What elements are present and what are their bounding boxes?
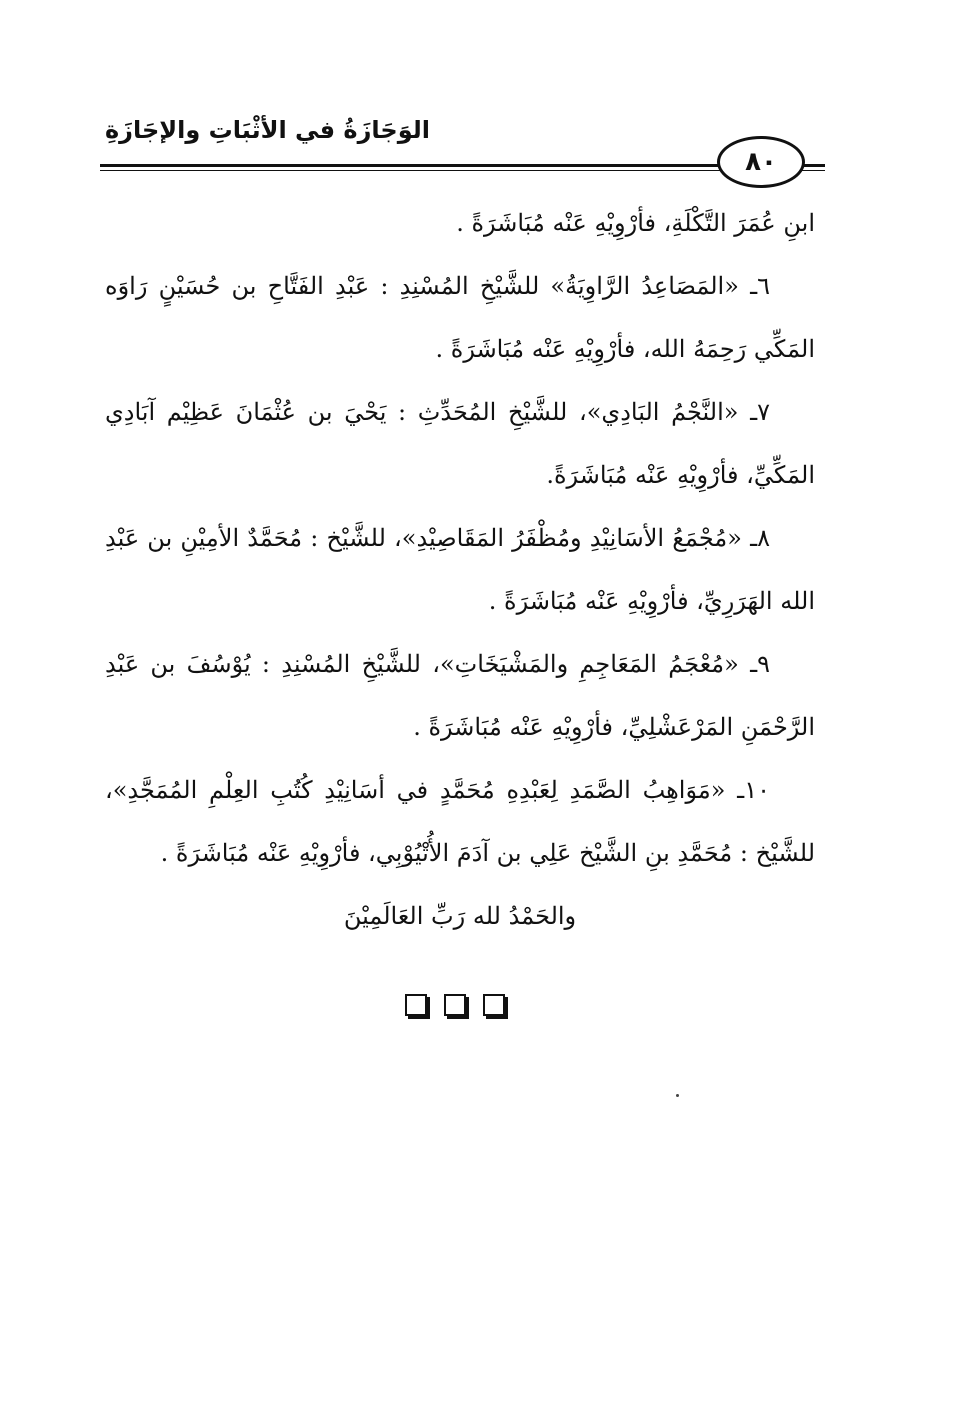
paragraph-continuation: ابنِ عُمَرَ التَّكْلَةِ، فأرْوِيْهِ عَنْه مُبَاشَرَةً . bbox=[456, 209, 815, 237]
header-rule-thin bbox=[100, 170, 825, 171]
square-ornament-icon bbox=[405, 994, 427, 1016]
list-item-7: ٧ـ «النَّجْمُ البَادِي»، للشَّيْخِ المُحَدِّثِ : يَحْيَ بن عُثْمَانَ عَظِيْم آبَادِي المَكِّيِّ، فأرْوِيْهِ عَنْه مُبَاشَرَةً. bbox=[105, 398, 815, 489]
section-end-ornament bbox=[405, 994, 505, 1024]
running-title: الوَجَازَةُ في الأثْبَاتِ والإجَازَةِ bbox=[105, 116, 430, 144]
square-ornament-icon bbox=[444, 994, 466, 1016]
square-ornament-icon bbox=[483, 994, 505, 1016]
page-number: ٨٠ bbox=[717, 136, 805, 188]
closing-line: والحَمْدُ لله رَبِّ العَالَمِيْنَ bbox=[343, 902, 577, 930]
page-header bbox=[100, 108, 825, 188]
list-item-8: ٨ـ «مُجْمَعُ الأسَانِيْدِ ومُظْفَرُ المَقَاصِيْدِ»، للشَّيْخ : مُحَمَّدٌ الأمِيْنِ بن عَبْدِ الله الهَرَرِيِّ، فأرْوِيْهِ عَنْه مُبَاشَرَةً . bbox=[105, 524, 815, 615]
scan-speck bbox=[676, 1094, 679, 1097]
list-item-9: ٩ـ «مُعْجَمُ المَعَاجِمِ والمَشْيَخَاتِ»، للشَّيْخِ المُسْنِدِ : يُوْسُفَ بن عَبْدِ الرَّحْمَنِ المَرْعَشْلِيِّ، فأرْوِيْهِ عَنْه مُبَاشَرَةً . bbox=[105, 650, 815, 741]
list-item-6: ٦ـ «المَصَاعِدُ الرَّاوِيَةُ» للشَّيْخِ المُسْنِدِ : عَبْدِ الفَتَّاحِ بن حُسَيْنٍ رَاوَه المَكِّي رَحِمَهُ الله، فأرْوِيْهِ عَنْه مُبَاشَرَةً . bbox=[105, 272, 815, 363]
page-body bbox=[105, 192, 815, 948]
list-item-10: ١٠ـ «مَوَاهِبُ الصَّمَدِ لِعَبْدِهِ مُحَمَّدٍ في أسَانِيْدِ كُتُبِ العِلْمِ المُمَجَّدِ»، للشَّيْخ : مُحَمَّدِ بنِ الشَّيْخ عَلِي بن آدَمَ الأُتْيُوْبِي، فأرْوِيْهِ عَنْه مُبَاشَرَةً . bbox=[105, 776, 815, 867]
